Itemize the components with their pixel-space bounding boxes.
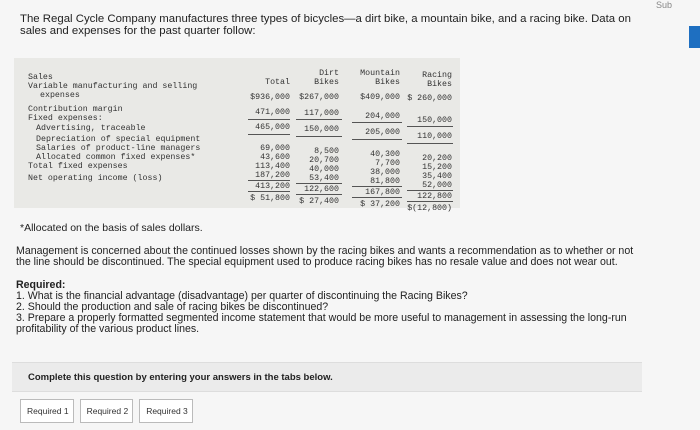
row-label: expenses bbox=[40, 91, 80, 100]
required-item: 3. Prepare a properly formatted segmented income statement that would be more useful to management in assessing the long-run profitability of the various product lines. bbox=[16, 312, 627, 335]
cell-sales-racing: $ 260,000 bbox=[407, 94, 452, 103]
cell-cm-dirt: 150,000 bbox=[304, 125, 339, 134]
underline bbox=[352, 197, 402, 198]
required-tabs bbox=[20, 399, 193, 423]
cell-tfe-total: 413,200 bbox=[255, 182, 290, 191]
tab-required-1[interactable]: Required 1 bbox=[20, 399, 74, 423]
cell-varexp-total: 471,000 bbox=[255, 108, 290, 117]
row-label: Advertising, traceable bbox=[36, 124, 146, 133]
underline bbox=[248, 119, 290, 120]
management-paragraph: Management is concerned about the continued losses shown by the racing bikes and wants a recommendation as to whether or not the line should be discontinued. The special equipment used to produce racing bikes has no resale value and does not wear out. bbox=[16, 245, 634, 268]
underline bbox=[352, 186, 402, 187]
cell-sales-mountain: $409,000 bbox=[360, 93, 400, 102]
tab-required-3[interactable]: Required 3 bbox=[139, 399, 193, 423]
underline bbox=[407, 201, 453, 202]
top-right-text: Sub bbox=[655, 0, 672, 10]
cell-adv-mountain: 40,300 bbox=[370, 150, 400, 159]
cell-alloc-mountain: 81,800 bbox=[370, 177, 400, 186]
cell-tfe-mountain: 167,800 bbox=[365, 188, 400, 197]
cell-sales-dirt: $267,000 bbox=[299, 93, 339, 102]
underline bbox=[248, 191, 290, 192]
cell-sal-total: 113,400 bbox=[255, 162, 290, 171]
cell-noi-total: $ 51,800 bbox=[250, 194, 290, 203]
cell-tfe-racing: 122,800 bbox=[417, 192, 452, 201]
row-label: Fixed expenses: bbox=[28, 114, 103, 123]
underline bbox=[248, 180, 290, 181]
cell-adv-dirt: 8,500 bbox=[314, 147, 339, 156]
required-heading: Required: bbox=[16, 279, 66, 291]
cell-sal-racing: 35,400 bbox=[422, 172, 452, 181]
cell-alloc-dirt: 53,400 bbox=[309, 174, 339, 183]
underline bbox=[407, 190, 453, 191]
instruction-bar: Complete this question by entering your answers in the tabs below. bbox=[12, 362, 642, 392]
cell-tfe-dirt: 122,600 bbox=[304, 185, 339, 194]
underline bbox=[407, 126, 453, 127]
col-header-mountain: Mountain Bikes bbox=[360, 69, 400, 87]
tab-required-2[interactable]: Required 2 bbox=[80, 399, 134, 423]
cell-cm-racing: 110,000 bbox=[417, 132, 452, 141]
underline bbox=[407, 143, 453, 144]
cell-sales-total: $936,000 bbox=[250, 93, 290, 102]
underline bbox=[296, 119, 342, 120]
cell-varexp-dirt: 117,000 bbox=[304, 109, 339, 118]
row-label: Salaries of product-line managers bbox=[36, 144, 201, 153]
cell-sal-mountain: 38,000 bbox=[370, 168, 400, 177]
cell-alloc-total: 187,200 bbox=[255, 171, 290, 180]
required-item: 2. Should the production and sale of racing bikes be discontinued? bbox=[16, 301, 329, 313]
side-tab-marker[interactable] bbox=[689, 26, 700, 48]
cell-noi-mountain: $ 37,200 bbox=[360, 200, 400, 209]
underline bbox=[248, 134, 290, 135]
required-item: 1. What is the financial advantage (disadvantage) per quarter of discontinuing the Racing Bikes? bbox=[16, 290, 468, 302]
underline bbox=[296, 194, 342, 195]
row-label: Net operating income (loss) bbox=[28, 174, 163, 183]
cell-noi-dirt: $ 27,400 bbox=[299, 197, 339, 206]
row-label: Contribution margin bbox=[28, 105, 123, 114]
row-label: Variable manufacturing and selling bbox=[28, 82, 198, 91]
cell-adv-total: 69,000 bbox=[260, 144, 290, 153]
row-label: Allocated common fixed expenses* bbox=[36, 153, 196, 162]
cell-varexp-racing: 150,000 bbox=[417, 116, 452, 125]
col-header-dirt: Dirt Bikes bbox=[314, 69, 339, 87]
underline bbox=[296, 183, 342, 184]
cell-alloc-racing: 52,000 bbox=[422, 181, 452, 190]
underline bbox=[296, 136, 342, 137]
col-header-racing: Racing Bikes bbox=[422, 71, 452, 89]
cell-dep-mountain: 7,700 bbox=[375, 159, 400, 168]
row-label: Total fixed expenses bbox=[28, 162, 128, 171]
cell-sal-dirt: 40,000 bbox=[309, 165, 339, 174]
cell-cm-mountain: 205,000 bbox=[365, 128, 400, 137]
underline bbox=[352, 122, 402, 123]
cell-dep-racing: 15,200 bbox=[422, 163, 452, 172]
footnote: *Allocated on the basis of sales dollars. bbox=[20, 222, 203, 234]
problem-intro: The Regal Cycle Company manufactures three types of bicycles—a dirt bike, a mountain bike, and a racing bike. Data on sales and expenses for the past quarter follow: bbox=[20, 13, 631, 37]
income-statement-table bbox=[14, 58, 460, 213]
cell-noi-racing: $(12,800) bbox=[407, 204, 452, 213]
cell-varexp-mountain: 204,000 bbox=[365, 112, 400, 121]
underline bbox=[352, 139, 402, 140]
cell-cm-total: 465,000 bbox=[255, 123, 290, 132]
col-header-total: Total bbox=[265, 77, 290, 87]
row-label: Sales bbox=[28, 73, 53, 82]
cell-dep-dirt: 20,700 bbox=[309, 156, 339, 165]
cell-adv-racing: 20,200 bbox=[422, 154, 452, 163]
row-label: Depreciation of special equipment bbox=[36, 135, 201, 144]
cell-dep-total: 43,600 bbox=[260, 153, 290, 162]
required-section bbox=[16, 280, 656, 335]
